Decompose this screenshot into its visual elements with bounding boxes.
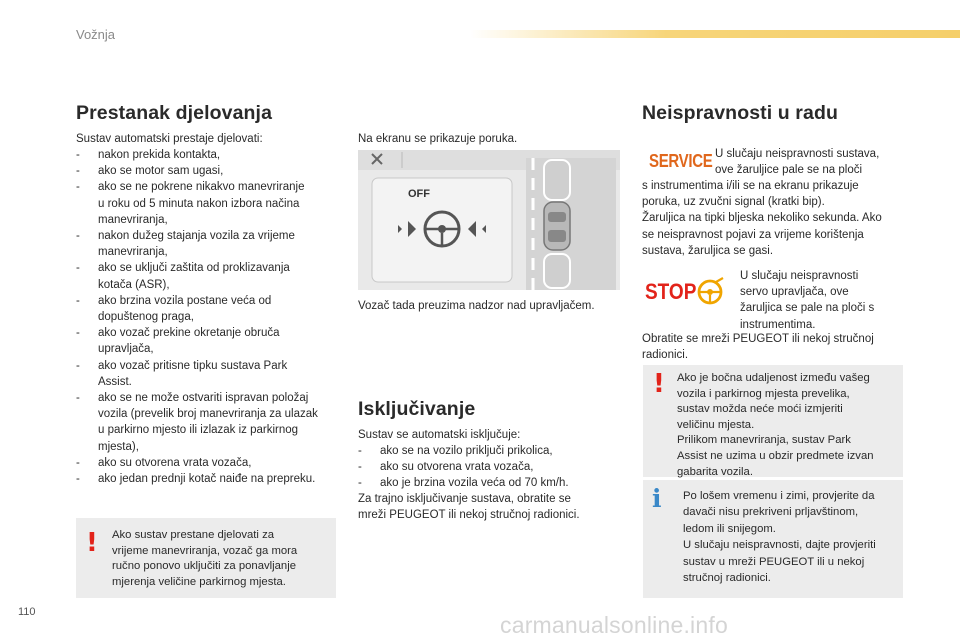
off-label: OFF [408,188,430,200]
info-note-text: Po lošem vremenu i zimi, provjerite da davači nisu prekriveni prljavštinom, ledom ili snijegom. U slučaju neispravnosti, dajte provjeriti sustav u mreži PEUGEOT ili u nekoj stručnoj radionici. [683,490,876,585]
switch-off-outro: Za trajno isključivanje sustava, obratite se mreži PEUGEOT ili nekoj stručnoj radionici. [358,493,580,522]
title-deactivation: Prestanak djelovanja [76,102,273,124]
info-note-weather [643,480,903,598]
warning-note-text: Ako je bočna udaljenost između vašeg vozila i parkirnog mjesta prevelika, sustav možda neće moći izmjeriti veličinu mjesta. Prilikom manevriranja, sustav Park Assist ne uzima u obzir predmete izvan gabarita vozila. [677,372,874,478]
list-item: - ako se ne pokrene nikakvo manevriranje u roku od 5 minuta nakon izbora načina manevriranja, [76,181,305,226]
list-item: - ako brzina vozila postane veća od dopuštenog praga, [76,294,272,324]
switch-off-list [358,443,628,492]
info-icon: i [652,484,662,513]
stop-after-text: Obratite se mreži PEUGEOT ili nekoj stručnoj radionici. [642,333,874,362]
service-warning-icon: SERVICE [649,151,713,172]
list-item: - ako se na vozilo priključi prikolica, [358,445,553,457]
warning-note-text: Ako sustav prestane djelovati za vrijeme manevriranja, vozač ga mora ručno ponovo uključiti za ponavljanje mjerenja veličine parkirnog mjesta. [112,529,298,588]
stop-text: U slučaju neispravnosti servo upravljača, ove žaruljica se pale na ploči s instrumentima. [740,270,875,331]
warning-icon: ! [653,369,665,399]
title-switch-off: Isključivanje [358,398,476,420]
warning-note-distance [643,365,903,477]
list-item: - ako su otvorena vrata vozača, [358,461,534,474]
list-item: - ako jedan prednji kotač naiđe na prepreku. [76,473,316,486]
stop-warning-icon: STOP [645,280,697,305]
service-full-text: s instrumentima i/ili se na ekranu prikazuje poruka, uz zvučni signal (kratki bip). Žaruljica na tipki bljeska nekoliko sekunda. Ako se neispravnost pojavi za vrijeme korištenja sustava, žaruljica se gasi. [642,180,882,257]
service-indent-text: U slučaju neispravnosti sustava, ove žaruljice pale se na ploči [715,148,880,177]
screen-caption: Na ekranu se prikazuje poruka. [358,133,518,145]
list-item: - ako vozač pritisne tipku sustava Park Assist. [76,359,288,388]
after-caption: Vozač tada preuzima nadzor nad upravljačem. [358,300,595,312]
list-item: - ako se motor sam ugasi, [76,165,224,178]
list-item: - nakon prekida kontakta, [76,149,221,161]
power-steering-warning-icon [694,277,726,307]
warning-note-manual [76,518,336,598]
deactivation-list [76,147,356,487]
warning-icon: ! [86,528,98,558]
header-accent-bar [470,30,960,38]
list-item: - ako su otvorena vrata vozača, [76,456,252,469]
list-item: - ako je brzina vozila veća od 70 km/h. [358,477,569,490]
list-item: - ako se ne može ostvariti ispravan položaj vozila (prevelik broj manevriranja za ulazak u parkirno mjesto ili izlazak iz parkirnog mjesta), [76,392,318,453]
deactivation-intro: Sustav automatski prestaje djelovati: [76,133,263,145]
title-malfunctions: Neispravnosti u radu [642,102,838,124]
switch-off-intro: Sustav se automatski isključuje: [358,429,521,441]
page-number: 110 [18,606,36,618]
steering-wheel-icon [390,206,494,252]
list-item: - nakon dužeg stajanja vozila za vrijeme manevriranja, [76,230,295,259]
watermark: carmanualsonline.info [500,612,728,638]
section-label: Vožnja [76,27,116,42]
list-item: - ako se uključi zaštita od proklizavanja kotača (ASR), [76,262,290,291]
list-item: - ako vozač prekine okretanje obruča upravljača, [76,327,280,356]
screen-illustration [358,150,620,290]
